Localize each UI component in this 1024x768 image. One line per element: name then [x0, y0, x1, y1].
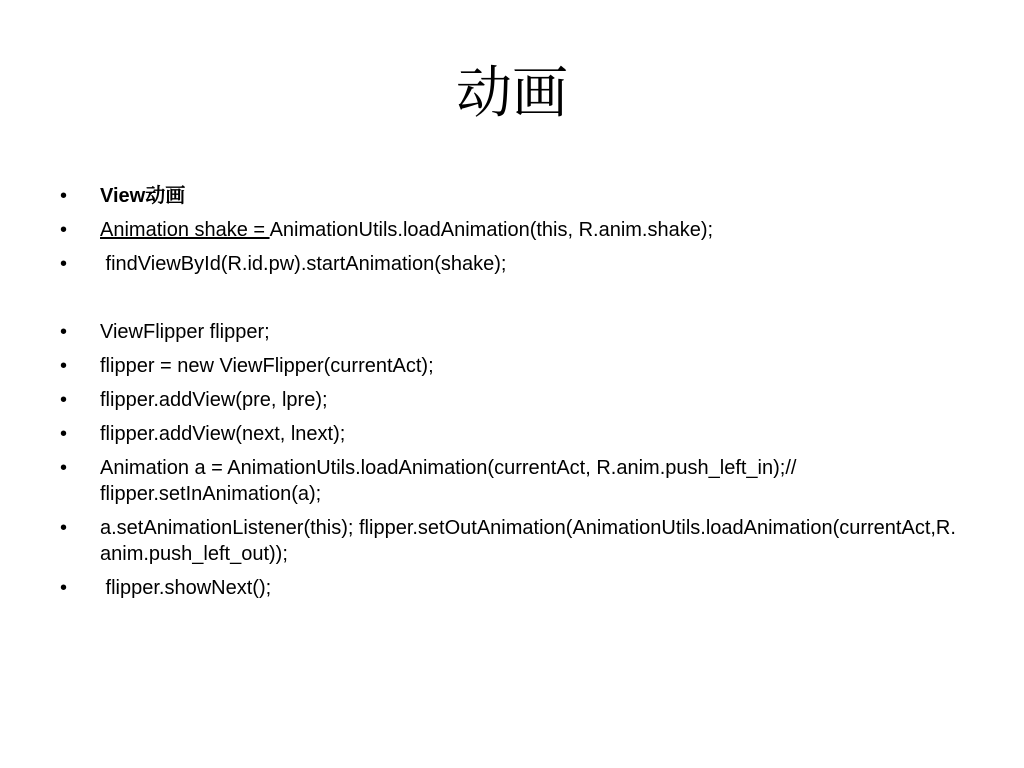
list-item-text: Animation a = AnimationUtils.loadAnimation(currentAct, R.anim.push_left_in);// flipper.setInAnimation(a);: [100, 457, 797, 505]
list-item: [60, 217, 960, 243]
list-item-text: flipper.showNext();: [100, 577, 272, 599]
list-item-text: View动画: [100, 185, 186, 207]
bullet-marker: •: [60, 389, 68, 411]
list-item: [60, 353, 960, 379]
list-item-text: ViewFlipper flipper;: [100, 321, 270, 343]
list-item: [60, 515, 960, 567]
bullet-marker: •: [60, 253, 68, 275]
list-item-text: flipper.addView(next, lnext);: [100, 423, 346, 445]
list-item: [60, 251, 960, 277]
list-item: [60, 421, 960, 447]
slide-title: 动画: [456, 61, 568, 126]
bullet-marker: •: [60, 185, 68, 207]
list-item: [60, 455, 960, 507]
list-item-text: findViewById(R.id.pw).startAnimation(shake);: [100, 253, 507, 275]
list-item-underlined-text: Animation shake =: [100, 219, 270, 241]
list-item: [60, 319, 960, 345]
bullet-marker: •: [60, 219, 68, 241]
list-item-text: AnimationUtils.loadAnimation(this, R.anim.shake);: [269, 219, 714, 241]
bullet-marker: •: [60, 423, 68, 445]
list-item: [60, 387, 960, 413]
bullet-marker: •: [60, 321, 68, 343]
bullet-marker: •: [60, 517, 68, 539]
list-item-text: a.setAnimationListener(this); flipper.setOutAnimation(AnimationUtils.loadAnimation(currentAct,R.anim.push_left_out));: [100, 517, 956, 565]
list-item: [60, 575, 960, 601]
bullet-marker: •: [60, 457, 68, 479]
list-item-text: flipper = new ViewFlipper(currentAct);: [100, 355, 434, 377]
list-item-text: flipper.addView(pre, lpre);: [100, 389, 328, 411]
bullet-list: [60, 183, 960, 609]
bullet-marker: •: [60, 577, 68, 599]
list-item: [60, 183, 960, 209]
bullet-marker: •: [60, 355, 68, 377]
